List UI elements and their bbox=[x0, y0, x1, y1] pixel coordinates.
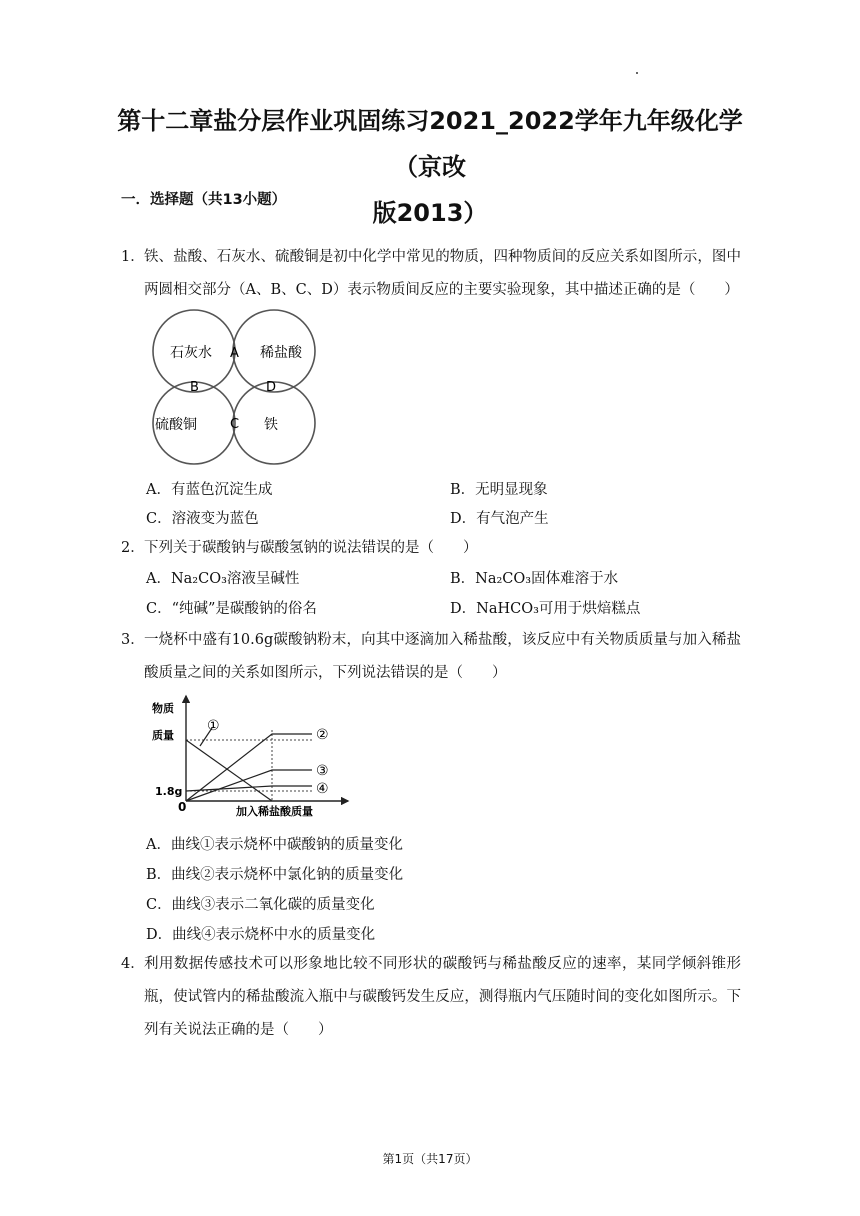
question-number: 1． bbox=[121, 249, 145, 265]
mass-graph bbox=[150, 690, 350, 822]
question-text: 利用数据传感技术可以形象地比较不同形状的碳酸钙与稀盐酸反应的速率，某同学倾斜锥形瓶，使试管内的稀盐酸流入瓶中与碳酸钙发生反应，测得瓶内气压随时间的变化如图所示。下列有关说法正确的是（ ） bbox=[144, 956, 741, 1038]
curve-2-label: ② bbox=[316, 727, 329, 743]
label-bottom-left: 硫酸铜 bbox=[155, 417, 197, 433]
question-4 bbox=[121, 948, 741, 1047]
curve-1-label: ① bbox=[207, 718, 220, 734]
option-b: B．曲线②表示烧杯中氯化钠的质量变化 bbox=[146, 867, 404, 883]
option-a: A．Na₂CO₃溶液呈碱性 bbox=[146, 571, 300, 587]
question-number: 4． bbox=[121, 956, 145, 972]
question-text: 一烧杯中盛有10.6g碳酸钠粉末，向其中逐滴加入稀盐酸，该反应中有关物质质量与加入稀盐酸质量之间的关系如图所示，下列说法错误的是（ ） bbox=[144, 632, 741, 681]
origin-label: 0 bbox=[178, 800, 187, 814]
y-label-1: 物质 bbox=[152, 702, 174, 715]
curve-3-label: ③ bbox=[316, 763, 329, 779]
option-d: D．有气泡产生 bbox=[450, 511, 549, 527]
question-text: 铁、盐酸、石灰水、硫酸铜是初中化学中常见的物质，四种物质间的反应关系如图所示，图中两圆相交部分（A、B、C、D）表示物质间反应的主要实验现象，其中描述正确的是（ ） bbox=[144, 249, 741, 298]
label-d: D bbox=[266, 380, 277, 395]
option-a: A．曲线①表示烧杯中碳酸钠的质量变化 bbox=[146, 837, 403, 853]
option-c: C．“纯碱”是碳酸钠的俗名 bbox=[146, 601, 317, 617]
option-a: A．有蓝色沉淀生成 bbox=[146, 482, 273, 498]
question-text: 下列关于碳酸钠与碳酸氢钠的说法错误的是（ ） bbox=[144, 540, 478, 556]
option-b: B．无明显现象 bbox=[450, 482, 548, 498]
title-line-2: 版2013） bbox=[372, 199, 488, 227]
question-number: 3． bbox=[121, 632, 145, 648]
curve-2 bbox=[186, 734, 312, 801]
option-c: C．曲线③表示二氧化碳的质量变化 bbox=[146, 897, 375, 913]
option-d: D．NaHCO₃可用于烘焙糕点 bbox=[450, 601, 641, 617]
x-label: 加入稀盐酸质量 bbox=[236, 805, 313, 818]
label-a: A bbox=[230, 346, 239, 361]
label-top-left: 石灰水 bbox=[170, 345, 212, 361]
title-line-1: 第十二章盐分层作业巩固练习2021_2022学年九年级化学（京改 bbox=[117, 107, 743, 181]
label-c: C bbox=[230, 417, 240, 432]
option-b: B．Na₂CO₃固体难溶于水 bbox=[450, 571, 619, 587]
option-c: C．溶液变为蓝色 bbox=[146, 511, 259, 527]
question-number: 2． bbox=[121, 540, 145, 556]
page-footer: 第1页（共17页） bbox=[382, 1152, 478, 1166]
section-heading: 一．选择题（共13小题） bbox=[121, 192, 287, 208]
label-bottom-right: 铁 bbox=[264, 417, 278, 433]
label-top-right: 稀盐酸 bbox=[260, 345, 302, 361]
question-3 bbox=[121, 624, 741, 690]
page-dot bbox=[636, 72, 638, 74]
label-b: B bbox=[190, 380, 199, 395]
document-title bbox=[100, 98, 760, 236]
option-d: D．曲线④表示烧杯中水的质量变化 bbox=[146, 927, 376, 943]
question-2 bbox=[121, 532, 741, 565]
question-1 bbox=[121, 241, 741, 307]
y-label-2: 质量 bbox=[152, 729, 174, 742]
venn-diagram bbox=[150, 308, 322, 468]
curve-1 bbox=[186, 740, 272, 801]
y-tick-1-8g: 1.8g bbox=[155, 785, 183, 798]
curve-4-label: ④ bbox=[316, 781, 329, 797]
